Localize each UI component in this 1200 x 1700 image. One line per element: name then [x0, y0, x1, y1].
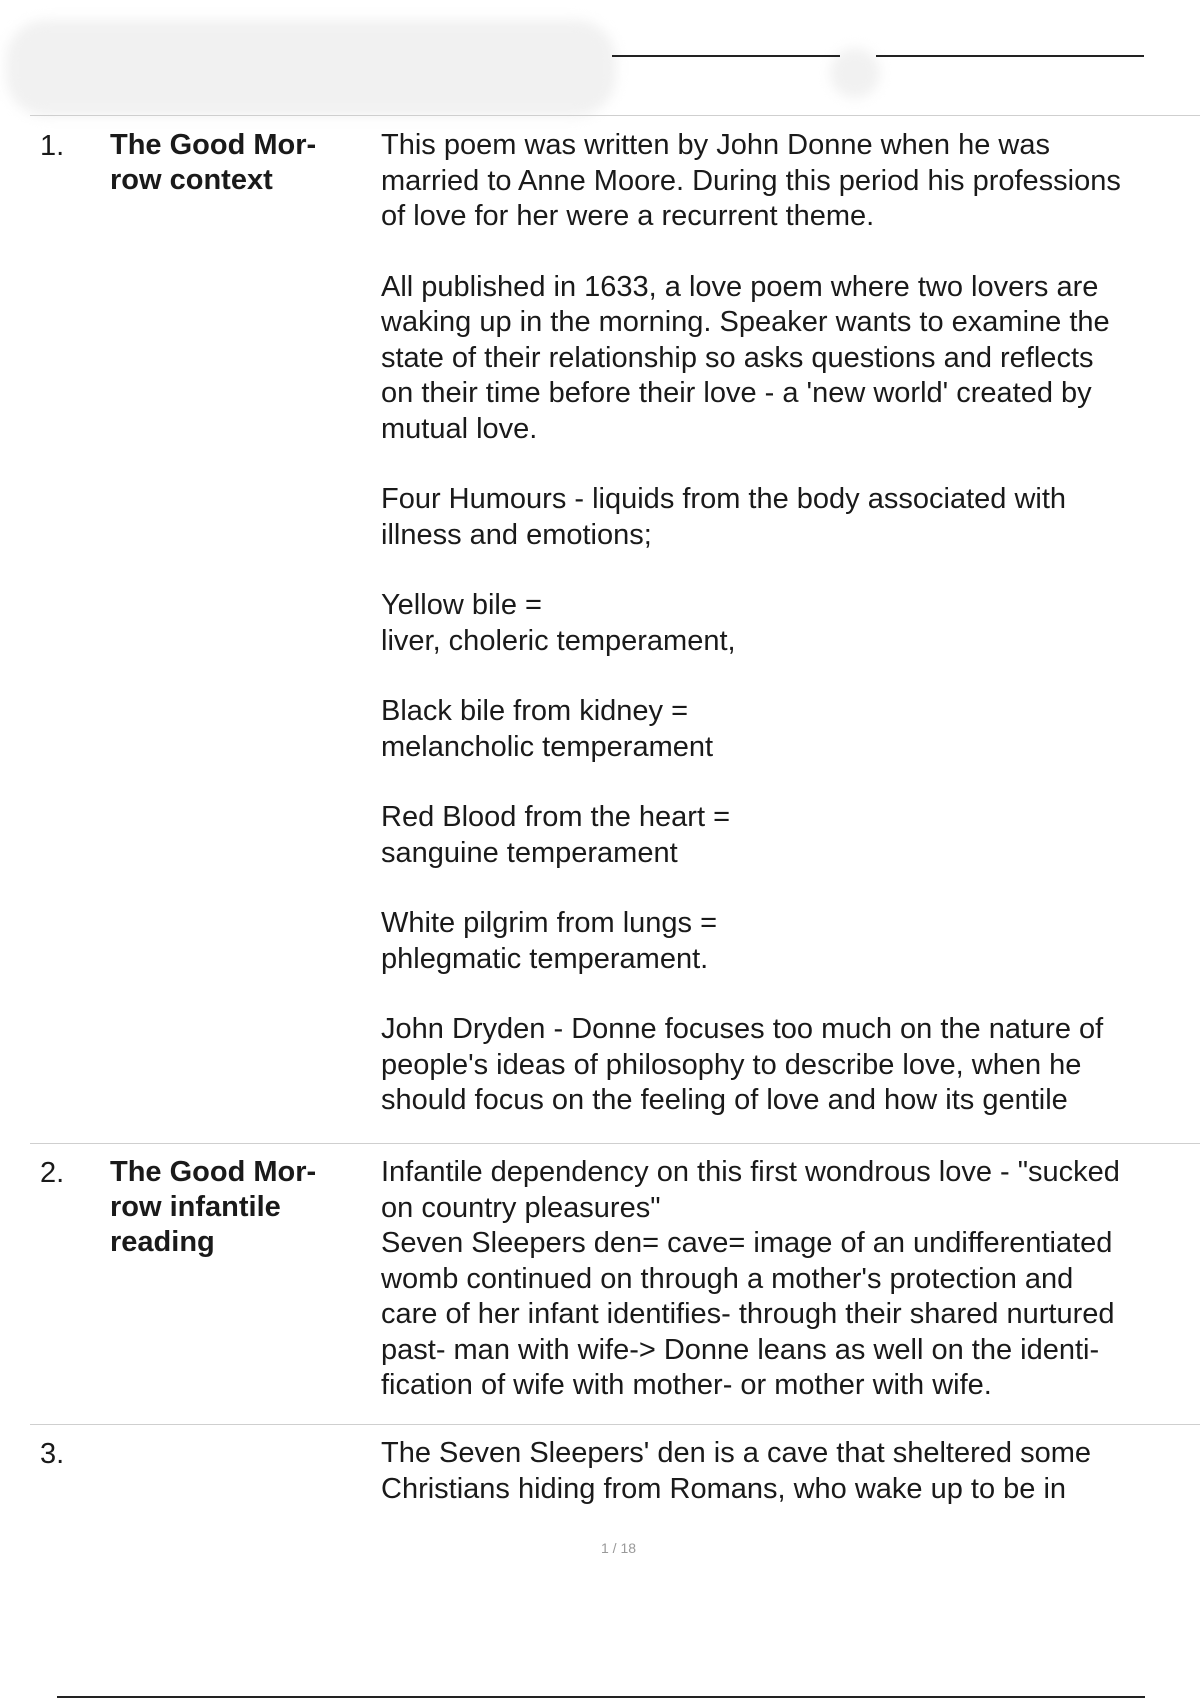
text-line: Infantile dependency on this first wondrous love - "sucked	[381, 1156, 1120, 1188]
text-line: fication of wife with mother- or mother with wife.	[381, 1369, 992, 1401]
text-line: sanguine temperament	[381, 836, 678, 869]
text-line: Red Blood from the heart =	[381, 801, 731, 833]
row-number: 3.	[40, 1438, 65, 1470]
text-line: White pilgrim from lungs =	[381, 907, 718, 939]
paragraph	[381, 906, 1193, 977]
row-divider	[30, 115, 1200, 116]
row-divider	[30, 1143, 1200, 1144]
header-underline-right	[876, 55, 1144, 57]
row-label-line: row infantile	[110, 1191, 281, 1223]
row-content	[381, 128, 1193, 1119]
paragraph	[381, 588, 1193, 659]
text-line: melancholic temperament	[381, 730, 714, 763]
paragraph	[381, 1436, 1193, 1507]
text-line: of love for her were a recurrent theme.	[381, 200, 875, 232]
row-label-line: The Good Mor-	[110, 1156, 317, 1188]
row-label	[110, 128, 360, 198]
text-line: on country pleasures"	[381, 1191, 661, 1224]
text-line: should focus on the feeling of love and how its gentile	[381, 1084, 1068, 1116]
paragraph	[381, 800, 1193, 871]
paragraph	[381, 694, 1193, 765]
paragraph	[381, 1155, 1193, 1404]
page-indicator: 1 / 18	[600, 1540, 637, 1556]
paragraph	[381, 1012, 1193, 1119]
text-line: state of their relationship so asks questions and reflects	[381, 341, 1094, 374]
redacted-header	[6, 20, 616, 116]
text-line: This poem was written by John Donne when he was	[381, 129, 1050, 161]
text-line: people's ideas of philosophy to describe love, when he	[381, 1048, 1082, 1081]
paragraph	[381, 128, 1193, 235]
footer-line	[57, 1696, 1145, 1698]
row-content	[381, 1155, 1193, 1404]
text-line: Black bile from kidney =	[381, 695, 689, 727]
text-line: womb continued on through a mother's protection and	[381, 1262, 1074, 1295]
text-line: All published in 1633, a love poem where two lovers are	[381, 270, 1099, 303]
text-line: phlegmatic temperament.	[381, 942, 709, 975]
paragraph	[381, 270, 1193, 448]
text-line: Yellow bile =	[381, 589, 542, 621]
row-divider	[30, 1424, 1200, 1425]
text-line: Four Humours - liquids from the body associated with	[381, 483, 1067, 515]
row-number: 1.	[40, 130, 65, 162]
text-line: on their time before their love - a 'new world' created by	[381, 377, 1092, 409]
row-label-line: reading	[110, 1226, 215, 1258]
text-line: Seven Sleepers den= cave= image of an undifferentiated	[381, 1227, 1113, 1259]
text-line: John Dryden - Donne focuses too much on the nature of	[381, 1013, 1104, 1045]
text-line: illness and emotions;	[381, 518, 652, 551]
text-line: liver, choleric temperament,	[381, 624, 736, 657]
row-number: 2.	[40, 1157, 65, 1189]
text-line: married to Anne Moore. During this period his professions	[381, 164, 1121, 197]
text-line: care of her infant identifies- through their shared nurtured	[381, 1298, 1115, 1330]
text-line: The Seven Sleepers' den is a cave that sheltered some	[381, 1437, 1092, 1469]
row-label-line: row context	[110, 164, 273, 196]
text-line: mutual love.	[381, 412, 538, 445]
row-label	[110, 1155, 360, 1260]
row-label-line: The Good Mor-	[110, 129, 317, 161]
row-content	[381, 1436, 1193, 1507]
header-underline-left	[612, 55, 840, 57]
text-line: Christians hiding from Romans, who wake up to be in	[381, 1472, 1067, 1505]
text-line: past- man with wife-> Donne leans as well on the identi-	[381, 1333, 1100, 1366]
paragraph	[381, 482, 1193, 553]
text-line: waking up in the morning. Speaker wants to examine the	[381, 306, 1110, 338]
